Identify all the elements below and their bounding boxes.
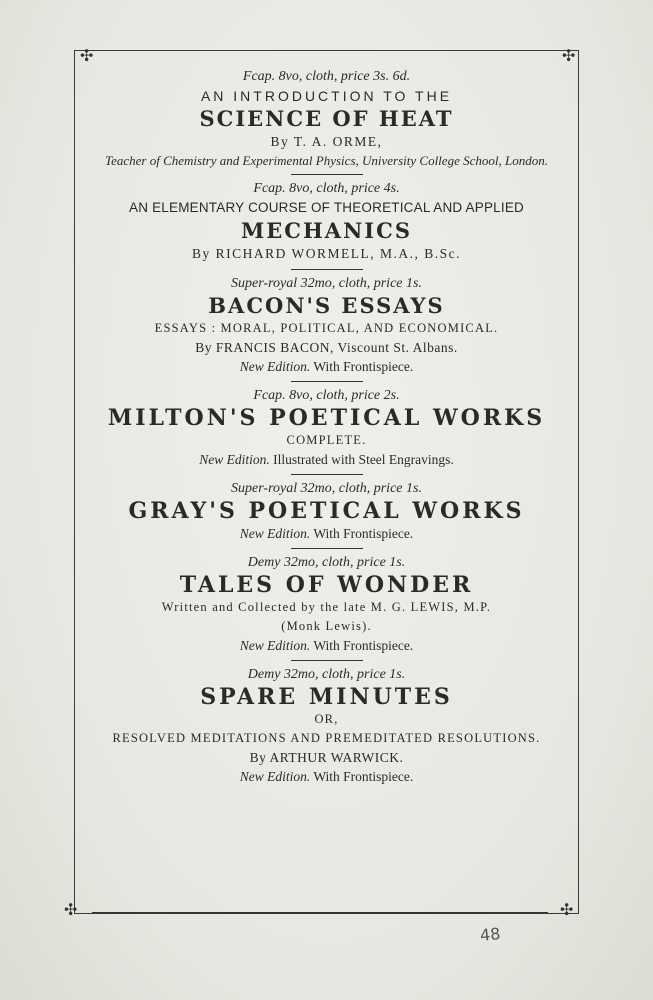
edition-label: New Edition. <box>239 526 311 541</box>
page-number: 48 <box>479 923 502 946</box>
divider-rule <box>291 269 363 270</box>
book-title: TALES OF WONDER <box>179 572 474 598</box>
book-edition <box>74 450 579 469</box>
author-description: Teacher of Chemistry and Experimental Physics, University College School, London. <box>105 153 548 168</box>
book-title: GRAY'S POETICAL WORKS <box>128 498 525 524</box>
book-price: Super-royal 32mo, cloth, price 1s. <box>231 276 422 291</box>
divider-rule <box>291 174 363 175</box>
divider-rule <box>291 548 363 549</box>
book-subtitle: AN INTRODUCTION TO THE <box>200 88 453 104</box>
book-entry-miltons-poetical-works <box>74 387 579 469</box>
book-entry-grays-poetical-works <box>74 480 579 543</box>
book-edition <box>74 767 579 786</box>
divider-rule <box>291 660 363 661</box>
fleuron-icon: ✣ <box>560 900 574 919</box>
edition-detail: With Frontispiece. <box>313 526 414 541</box>
book-entry-science-of-heat <box>74 68 579 169</box>
book-subtitle: RESOLVED MEDITATIONS AND PREMEDITATED RESOLUTIONS. <box>112 731 541 745</box>
book-author: By FRANCIS BACON, Viscount St. Albans. <box>195 340 458 355</box>
fleuron-icon: ✣ <box>80 46 94 65</box>
book-entry-bacons-essays <box>74 275 579 376</box>
divider-rule <box>291 474 363 475</box>
book-author: By T. A. ORME, <box>270 134 383 149</box>
bottom-rule <box>92 912 548 913</box>
book-title: MECHANICS <box>241 218 412 243</box>
edition-detail: With Frontispiece. <box>313 638 414 653</box>
book-entry-tales-of-wonder <box>74 554 579 655</box>
book-title: BACON'S ESSAYS <box>208 293 445 318</box>
book-author: By ARTHUR WARWICK. <box>249 750 404 765</box>
book-entry-mechanics <box>74 180 579 264</box>
edition-label: New Edition. <box>239 769 311 784</box>
book-title: SCIENCE OF HEAT <box>199 106 454 131</box>
book-price: Demy 32mo, cloth, price 1s. <box>247 555 406 570</box>
book-price: Fcap. 8vo, cloth, price 3s. 6d. <box>242 69 411 84</box>
edition-detail: With Frontispiece. <box>313 359 414 374</box>
edition-label: New Edition. <box>239 359 311 374</box>
edition-detail: Illustrated with Steel Engravings. <box>273 452 454 467</box>
book-author: Written and Collected by the late M. G. LEWIS, M.P. <box>161 600 492 614</box>
book-price: Fcap. 8vo, cloth, price 4s. <box>253 181 400 196</box>
book-subtitle-connector: OR, <box>314 712 339 726</box>
edition-detail: With Frontispiece. <box>313 769 414 784</box>
book-listings <box>74 68 579 786</box>
divider-rule <box>291 381 363 382</box>
book-title: SPARE MINUTES <box>200 684 453 710</box>
book-price: Fcap. 8vo, cloth, price 2s. <box>253 388 400 403</box>
book-author-alias: (Monk Lewis). <box>281 619 372 633</box>
book-edition <box>74 357 579 376</box>
book-edition <box>74 524 579 543</box>
fleuron-icon: ✣ <box>64 900 78 919</box>
book-price: Super-royal 32mo, cloth, price 1s. <box>231 481 422 496</box>
book-price: Demy 32mo, cloth, price 1s. <box>247 667 406 682</box>
book-author: By RICHARD WORMELL, M.A., B.Sc. <box>191 246 461 261</box>
edition-label: New Edition. <box>199 452 270 467</box>
book-edition <box>74 636 579 655</box>
book-subtitle: AN ELEMENTARY COURSE OF THEORETICAL AND APPLIED <box>128 200 524 215</box>
book-title: MILTON'S POETICAL WORKS <box>107 405 546 431</box>
edition-label: New Edition. <box>239 638 311 653</box>
book-subtitle: COMPLETE. <box>286 433 367 447</box>
book-entry-spare-minutes <box>74 666 579 786</box>
book-subtitle: ESSAYS : MORAL, POLITICAL, AND ECONOMICAL. <box>154 321 499 335</box>
fleuron-icon: ✣ <box>562 46 576 65</box>
